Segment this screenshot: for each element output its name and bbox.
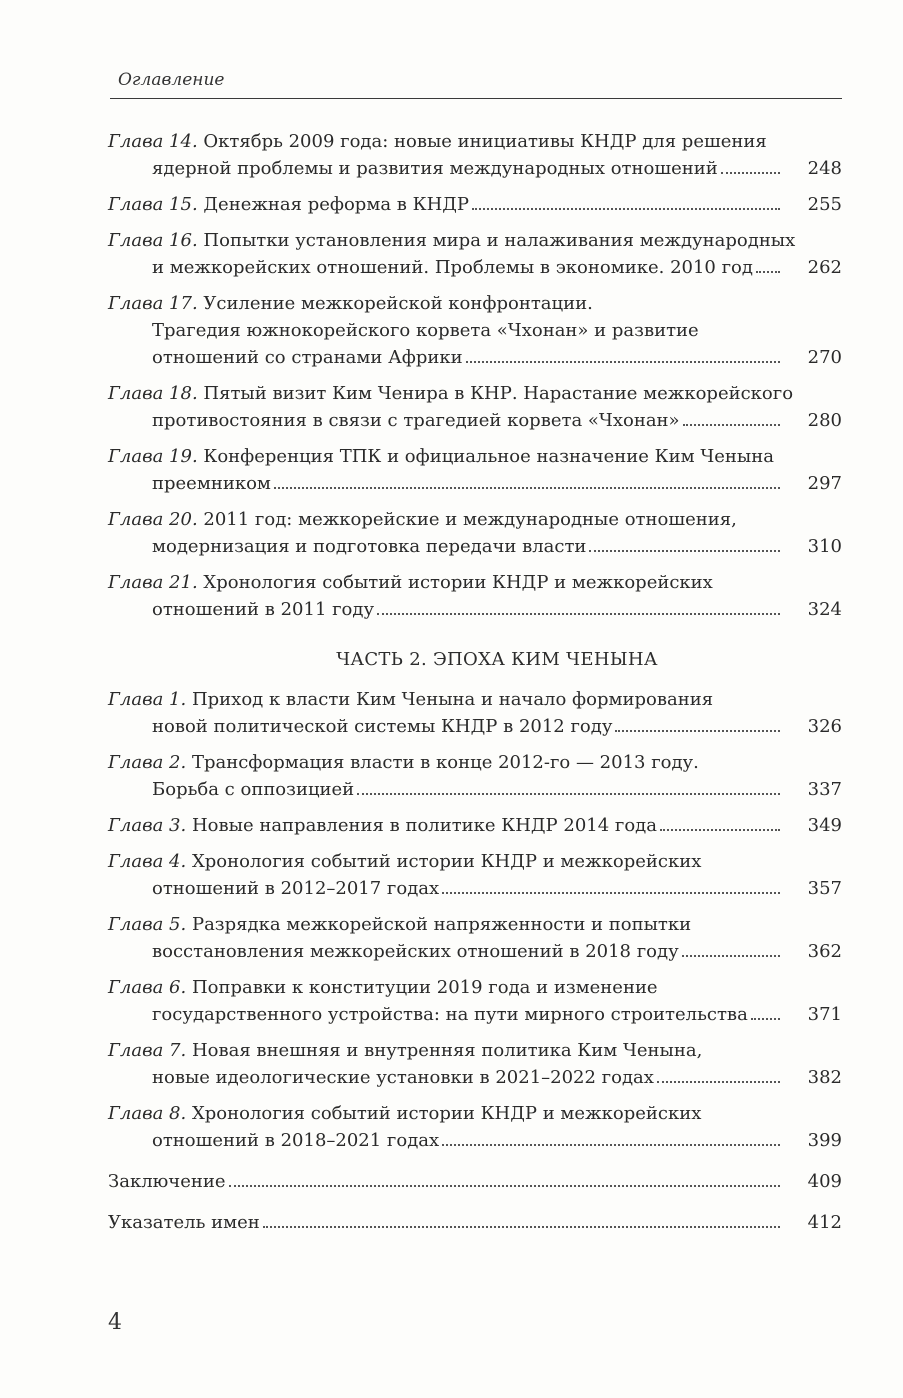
toc-entry[interactable]	[108, 686, 842, 740]
toc-entry-text	[152, 407, 680, 434]
toc-entry-text	[108, 131, 767, 152]
toc-entry-text	[152, 1127, 439, 1154]
toc-entry-text	[108, 689, 713, 710]
section-title: Заключение	[108, 1171, 226, 1192]
page-ref: 310	[807, 536, 842, 557]
toc-entry[interactable]	[108, 227, 842, 281]
toc-entry-line	[108, 128, 842, 155]
chapter-title: модернизация и подготовка передачи власти	[152, 536, 587, 557]
part2-list	[108, 686, 842, 1154]
chapter-label: Глава 7.	[108, 1040, 187, 1061]
toc-entry-text	[108, 446, 774, 467]
chapter-title: 2011 год: межкорейские и международные отношения,	[203, 509, 737, 530]
chapter-title: Хронология событий истории КНДР и межкорейских	[203, 572, 713, 593]
toc-entry-line	[108, 1209, 842, 1236]
part2-title: ЧАСТЬ 2. ЭПОХА КИМ ЧЕНЫНА	[336, 649, 658, 670]
dot-leader	[472, 208, 780, 210]
toc-entry-line	[108, 155, 842, 182]
toc-entry-line	[108, 848, 842, 875]
chapter-title: Попытки установления мира и налаживания международных	[203, 230, 796, 251]
toc-entry-text	[108, 851, 701, 872]
toc-entry[interactable]	[108, 812, 842, 839]
toc-entry[interactable]	[108, 1037, 842, 1091]
toc-entry-text	[108, 572, 713, 593]
toc-entry-line	[108, 776, 842, 803]
toc-entry-text	[108, 914, 691, 935]
toc-entry-text	[152, 1001, 748, 1028]
toc-entry-line	[108, 749, 842, 776]
toc-entry-line	[108, 380, 842, 407]
chapter-label: Глава 14.	[108, 131, 198, 152]
page-ref: 371	[807, 1004, 842, 1025]
toc-entry-text	[152, 875, 439, 902]
part1-list	[108, 128, 842, 623]
toc-entry-text	[152, 320, 699, 341]
end-matter-list	[108, 1168, 842, 1236]
chapter-title: отношений со странами Африки	[152, 347, 463, 368]
chapter-label: Глава 15.	[108, 194, 198, 215]
dot-leader	[442, 892, 780, 894]
toc-entry-line	[108, 443, 842, 470]
toc-entry-line	[108, 875, 842, 902]
chapter-title: Трансформация власти в конце 2012-го — 2013 году.	[191, 752, 699, 773]
toc-entry[interactable]	[108, 569, 842, 623]
chapter-label: Глава 20.	[108, 509, 198, 530]
dot-leader	[377, 613, 780, 615]
chapter-title: преемником	[152, 473, 271, 494]
dot-leader	[721, 172, 780, 174]
dot-leader	[466, 361, 780, 363]
chapter-title: Денежная реформа в КНДР	[203, 194, 470, 215]
dot-leader	[751, 1018, 780, 1020]
page-ref: 412	[807, 1212, 842, 1233]
chapter-title: Новая внешняя и внутренняя политика Ким Ченына,	[191, 1040, 703, 1061]
chapter-label: Глава 19.	[108, 446, 198, 467]
chapter-label: Глава 3.	[108, 815, 187, 836]
toc-entry[interactable]	[108, 911, 842, 965]
toc-entry-line	[108, 407, 842, 434]
toc-entry-text	[152, 596, 374, 623]
toc-entry[interactable]	[108, 443, 842, 497]
toc-entry-text	[152, 344, 463, 371]
dot-leader	[274, 487, 780, 489]
chapter-title: Поправки к конституции 2019 года и изменение	[191, 977, 658, 998]
chapter-label: Глава 4.	[108, 851, 187, 872]
toc-entry-line	[108, 713, 842, 740]
toc-entry-line	[108, 227, 842, 254]
chapter-label: Глава 21.	[108, 572, 198, 593]
chapter-label: Глава 8.	[108, 1103, 187, 1124]
toc-entry[interactable]	[108, 1100, 842, 1154]
chapter-label: Глава 6.	[108, 977, 187, 998]
page-ref: 399	[807, 1130, 842, 1151]
toc-entry-text	[108, 230, 795, 251]
toc-entry-text	[108, 1103, 701, 1124]
dot-leader	[589, 550, 780, 552]
page-ref: 324	[807, 599, 842, 620]
toc-entry-line	[108, 533, 842, 560]
toc-entry-text	[152, 713, 612, 740]
header-title: Оглавление	[118, 70, 225, 90]
toc-entry-line	[108, 812, 842, 839]
toc-entry-line	[108, 506, 842, 533]
chapter-title: Приход к власти Ким Ченына и начало формирования	[191, 689, 714, 710]
chapter-title: Трагедия южнокорейского корвета «Чхонан» и развитие	[152, 320, 699, 341]
page-ref: 262	[807, 257, 842, 278]
chapter-title: ядерной проблемы и развития международных отношений	[152, 158, 718, 179]
toc-entry-line	[108, 344, 842, 371]
toc-entry[interactable]	[108, 191, 842, 218]
chapter-label: Глава 2.	[108, 752, 187, 773]
page-ref: 270	[807, 347, 842, 368]
page-ref: 297	[807, 473, 842, 494]
chapter-label: Глава 18.	[108, 383, 198, 404]
toc-entry-line	[108, 911, 842, 938]
chapter-title: Октябрь 2009 года: новые инициативы КНДР для решения	[203, 131, 767, 152]
page-ref: 255	[807, 194, 842, 215]
chapter-title: новой политической системы КНДР в 2012 году	[152, 716, 613, 737]
page-ref: 248	[807, 158, 842, 179]
page-ref: 337	[807, 779, 842, 800]
dot-leader	[263, 1226, 780, 1228]
toc-entry-text	[108, 812, 657, 839]
dot-leader	[657, 1081, 780, 1083]
chapter-title: отношений в 2012–2017 годах	[152, 878, 440, 899]
chapter-title: Конференция ТПК и официальное назначение Ким Ченына	[203, 446, 774, 467]
page-ref: 349	[807, 815, 842, 836]
toc-entry-line	[108, 1100, 842, 1127]
toc-entry-text	[152, 155, 718, 182]
toc-entry-line	[108, 254, 842, 281]
page-ref: 280	[807, 410, 842, 431]
chapter-title: отношений в 2011 году	[152, 599, 375, 620]
toc-entry-line	[108, 1127, 842, 1154]
table-of-contents	[108, 128, 842, 1250]
dot-leader	[615, 730, 780, 732]
chapter-title: восстановления межкорейских отношений в 2018 году	[152, 941, 679, 962]
toc-entry-line	[108, 317, 842, 344]
toc-entry-line	[108, 470, 842, 497]
dot-leader	[756, 271, 780, 273]
toc-entry-line	[108, 938, 842, 965]
toc-entry-line	[108, 1001, 842, 1028]
chapter-label: Глава 17.	[108, 293, 198, 314]
toc-entry[interactable]	[108, 848, 842, 902]
toc-entry-line	[108, 191, 842, 218]
toc-entry-text	[108, 383, 793, 404]
toc-entry-text	[152, 533, 586, 560]
toc-entry-text	[152, 938, 679, 965]
chapter-title: государственного устройства: на пути мирного строительства	[152, 1004, 748, 1025]
toc-entry-text	[152, 776, 354, 803]
toc-entry-line	[108, 1064, 842, 1091]
toc-entry[interactable]	[108, 506, 842, 560]
toc-entry[interactable]	[108, 1209, 842, 1236]
toc-entry[interactable]	[108, 1168, 842, 1195]
chapter-label: Глава 1.	[108, 689, 187, 710]
page-ref: 382	[807, 1067, 842, 1088]
toc-entry-text	[152, 254, 753, 281]
dot-leader	[442, 1144, 780, 1146]
toc-entry-text	[152, 470, 271, 497]
chapter-label: Глава 16.	[108, 230, 198, 251]
toc-entry-line	[108, 974, 842, 1001]
chapter-title: Хронология событий истории КНДР и межкорейских	[191, 851, 702, 872]
running-header	[110, 64, 842, 99]
page-ref: 362	[807, 941, 842, 962]
dot-leader	[229, 1185, 780, 1187]
toc-entry-line	[108, 596, 842, 623]
chapter-title: и межкорейских отношений. Проблемы в экономике. 2010 год	[152, 257, 753, 278]
dot-leader	[683, 424, 780, 426]
chapter-title: Борьба с оппозицией	[152, 779, 355, 800]
dot-leader	[357, 793, 780, 795]
page-ref: 357	[807, 878, 842, 899]
chapter-title: Разрядка межкорейской напряженности и попытки	[191, 914, 692, 935]
toc-entry-line	[108, 686, 842, 713]
page-ref: 326	[807, 716, 842, 737]
section-title: Указатель имен	[108, 1212, 260, 1233]
toc-entry[interactable]	[108, 128, 842, 182]
toc-entry-line	[108, 569, 842, 596]
toc-entry-line	[108, 1168, 842, 1195]
toc-entry-line	[108, 290, 842, 317]
chapter-title: Усиление межкорейской конфронтации.	[203, 293, 593, 314]
page-ref: 409	[807, 1171, 842, 1192]
chapter-title: отношений в 2018–2021 годах	[152, 1130, 440, 1151]
chapter-title: Пятый визит Ким Ченира в КНР. Нарастание межкорейского	[203, 383, 794, 404]
toc-entry-line	[108, 1037, 842, 1064]
chapter-title: Новые направления в политике КНДР 2014 года	[191, 815, 657, 836]
toc-entry-text	[108, 752, 699, 773]
dot-leader	[660, 829, 780, 831]
toc-entry[interactable]	[108, 380, 842, 434]
chapter-label: Глава 5.	[108, 914, 187, 935]
chapter-title: новые идеологические установки в 2021–2022 годах	[152, 1067, 654, 1088]
toc-entry-text	[108, 293, 593, 314]
dot-leader	[682, 955, 780, 957]
toc-entry-text	[108, 977, 658, 998]
chapter-title: Хронология событий истории КНДР и межкорейских	[191, 1103, 702, 1124]
chapter-title: противостояния в связи с трагедией корвета «Чхонан»	[152, 410, 680, 431]
toc-entry-text	[108, 509, 737, 530]
toc-entry[interactable]	[108, 749, 842, 803]
toc-entry[interactable]	[108, 290, 842, 371]
toc-entry[interactable]	[108, 974, 842, 1028]
page-number: 4	[108, 1310, 122, 1335]
toc-entry-text	[108, 191, 469, 218]
toc-entry-text	[152, 1064, 654, 1091]
toc-entry-text	[108, 1040, 702, 1061]
